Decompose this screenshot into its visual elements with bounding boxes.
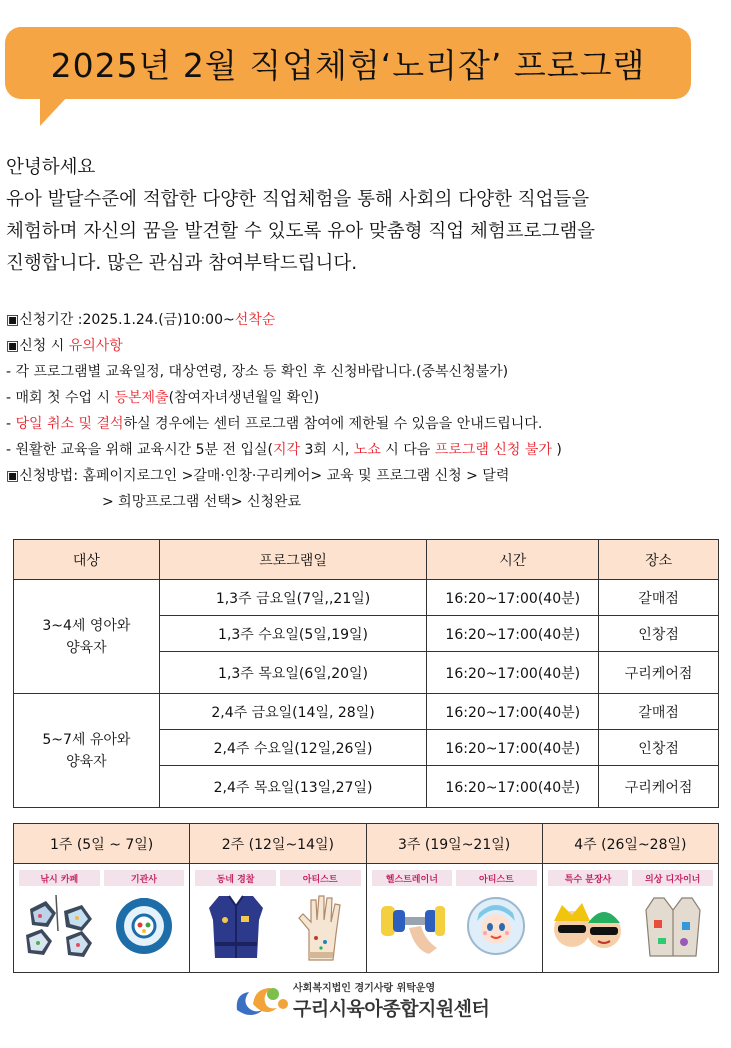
activity-label: 의상 디자이너 (632, 870, 713, 886)
activity-picture (195, 886, 276, 966)
header-location: 장소 (599, 540, 719, 580)
activity-card (548, 870, 629, 966)
time-cell: 16:20~17:00(40분) (427, 580, 599, 616)
application-method: ▣신청방법: 홈페이지로그인 >갈매·인창·구리케어> 교육 및 프로그램 신청 > 달력 (6, 468, 510, 484)
time-cell: 16:20~17:00(40분) (427, 694, 599, 730)
activity-label: 동네 경찰 (195, 870, 276, 886)
dumbbell-icon (375, 892, 449, 960)
activity-picture (280, 886, 361, 966)
week-title: 2주 (12일~14일) (190, 824, 365, 864)
table-row (14, 694, 719, 730)
week-column (543, 824, 718, 972)
location-cell: 인창점 (599, 616, 719, 652)
caution-item-3: - 당일 취소 및 결석하실 경우에는 센터 프로그램 참여에 제한될 수 있음을 안내드립니다. (6, 416, 543, 432)
notice-section (6, 307, 726, 515)
footer-center-name: 구리시육아종합지원센터 (293, 998, 490, 1020)
activity-label: 낚시 카페 (19, 870, 100, 886)
steering-wheel-icon (109, 891, 179, 961)
week-cards (367, 864, 542, 972)
program-day-cell: 2,4주 목요일(13일,27일) (159, 766, 427, 808)
footer-operator: 사회복지법인 경기사랑 위탁운영 (293, 983, 436, 994)
header-target: 대상 (14, 540, 160, 580)
activity-picture (372, 886, 453, 966)
table-row (14, 580, 719, 616)
activity-card (456, 870, 537, 966)
program-day-cell: 1,3주 금요일(7일,,21일) (159, 580, 427, 616)
glove-craft-icon (289, 890, 351, 962)
program-day-cell: 1,3주 수요일(5일,19일) (159, 616, 427, 652)
table-header-row (14, 540, 719, 580)
caution-heading: ▣신청 시 유의사항 (6, 338, 123, 354)
target-cell: 5~7세 유아와 양육자 (14, 694, 160, 808)
application-method-cont: > 희망프로그램 선택> 신청완료 (102, 494, 302, 510)
activity-card (632, 870, 713, 966)
caution-item-1: - 각 프로그램별 교육일정, 대상연령, 장소 등 확인 후 신청바랍니다.(중복신청불가) (6, 364, 509, 380)
activity-picture (456, 886, 537, 966)
target-cell: 3~4세 영아와 양육자 (14, 580, 160, 694)
intro-line: 진행합니다. 많은 관심과 참여부탁드립니다. (6, 253, 358, 274)
intro-line: 안녕하세요 (6, 157, 96, 178)
costume-mask-icon (550, 893, 626, 959)
police-vest-icon (201, 890, 271, 962)
week-title: 4주 (26일~28일) (543, 824, 718, 864)
location-cell: 갈매점 (599, 694, 719, 730)
week-title: 3주 (19일~21일) (367, 824, 542, 864)
face-plate-icon (463, 893, 529, 959)
week-cards (190, 864, 365, 972)
time-cell: 16:20~17:00(40분) (427, 616, 599, 652)
center-logo-icon (233, 980, 291, 1020)
location-cell: 구리케어점 (599, 766, 719, 808)
activity-picture (104, 886, 185, 966)
activity-label: 특수 분장사 (548, 870, 629, 886)
activity-picture (548, 886, 629, 966)
activity-label: 아티스트 (456, 870, 537, 886)
location-cell: 구리케어점 (599, 652, 719, 694)
week-column (190, 824, 366, 972)
activity-picture (632, 886, 713, 966)
fishing-game-icon (20, 891, 98, 961)
time-cell: 16:20~17:00(40분) (427, 730, 599, 766)
schedule-table (13, 539, 719, 808)
footer-text (293, 979, 489, 1021)
activity-picture (19, 886, 100, 966)
application-period: ▣신청기간 :2025.1.24.(금)10:00~선착순 (6, 312, 276, 328)
activity-label: 기관사 (104, 870, 185, 886)
header-time: 시간 (427, 540, 599, 580)
header-program-day: 프로그램일 (159, 540, 427, 580)
activity-card (372, 870, 453, 966)
intro-line: 유아 발달수준에 적합한 다양한 직업체험을 통해 사회의 다양한 직업들을 (6, 189, 590, 210)
program-day-cell: 2,4주 금요일(14일, 28일) (159, 694, 427, 730)
program-day-cell: 1,3주 목요일(6일,20일) (159, 652, 427, 694)
caution-item-4: - 원활한 교육을 위해 교육시간 5분 전 입실(지각 3회 시, 노쇼 시 다음 프로그램 신청 불가 ) (6, 442, 562, 458)
location-cell: 인창점 (599, 730, 719, 766)
paper-vest-icon (640, 892, 706, 960)
week-cards (14, 864, 189, 972)
activity-card (195, 870, 276, 966)
activity-card (104, 870, 185, 966)
time-cell: 16:20~17:00(40분) (427, 766, 599, 808)
week-cards (543, 864, 718, 972)
week-column (367, 824, 543, 972)
speech-bubble-tail (40, 96, 68, 126)
intro-text (6, 152, 706, 280)
activity-label: 아티스트 (280, 870, 361, 886)
location-cell: 갈매점 (599, 580, 719, 616)
intro-line: 체험하며 자신의 꿈을 발견할 수 있도록 유아 맞춤형 직업 체험프로그램을 (6, 221, 596, 242)
time-cell: 16:20~17:00(40분) (427, 652, 599, 694)
page-title: 2025년 2월 직업체험‘노리잡’ 프로그램 (50, 45, 646, 85)
activity-card (280, 870, 361, 966)
week-title: 1주 (5일 ~ 7일) (14, 824, 189, 864)
title-banner (5, 27, 691, 99)
caution-item-2: - 매회 첫 수업 시 등본제출(참여자녀생년월일 확인) (6, 390, 320, 406)
weekly-activities (13, 823, 719, 973)
activity-label: 헬스트레이너 (372, 870, 453, 886)
week-column (14, 824, 190, 972)
footer-logo (233, 978, 523, 1022)
program-day-cell: 2,4주 수요일(12일,26일) (159, 730, 427, 766)
activity-card (19, 870, 100, 966)
